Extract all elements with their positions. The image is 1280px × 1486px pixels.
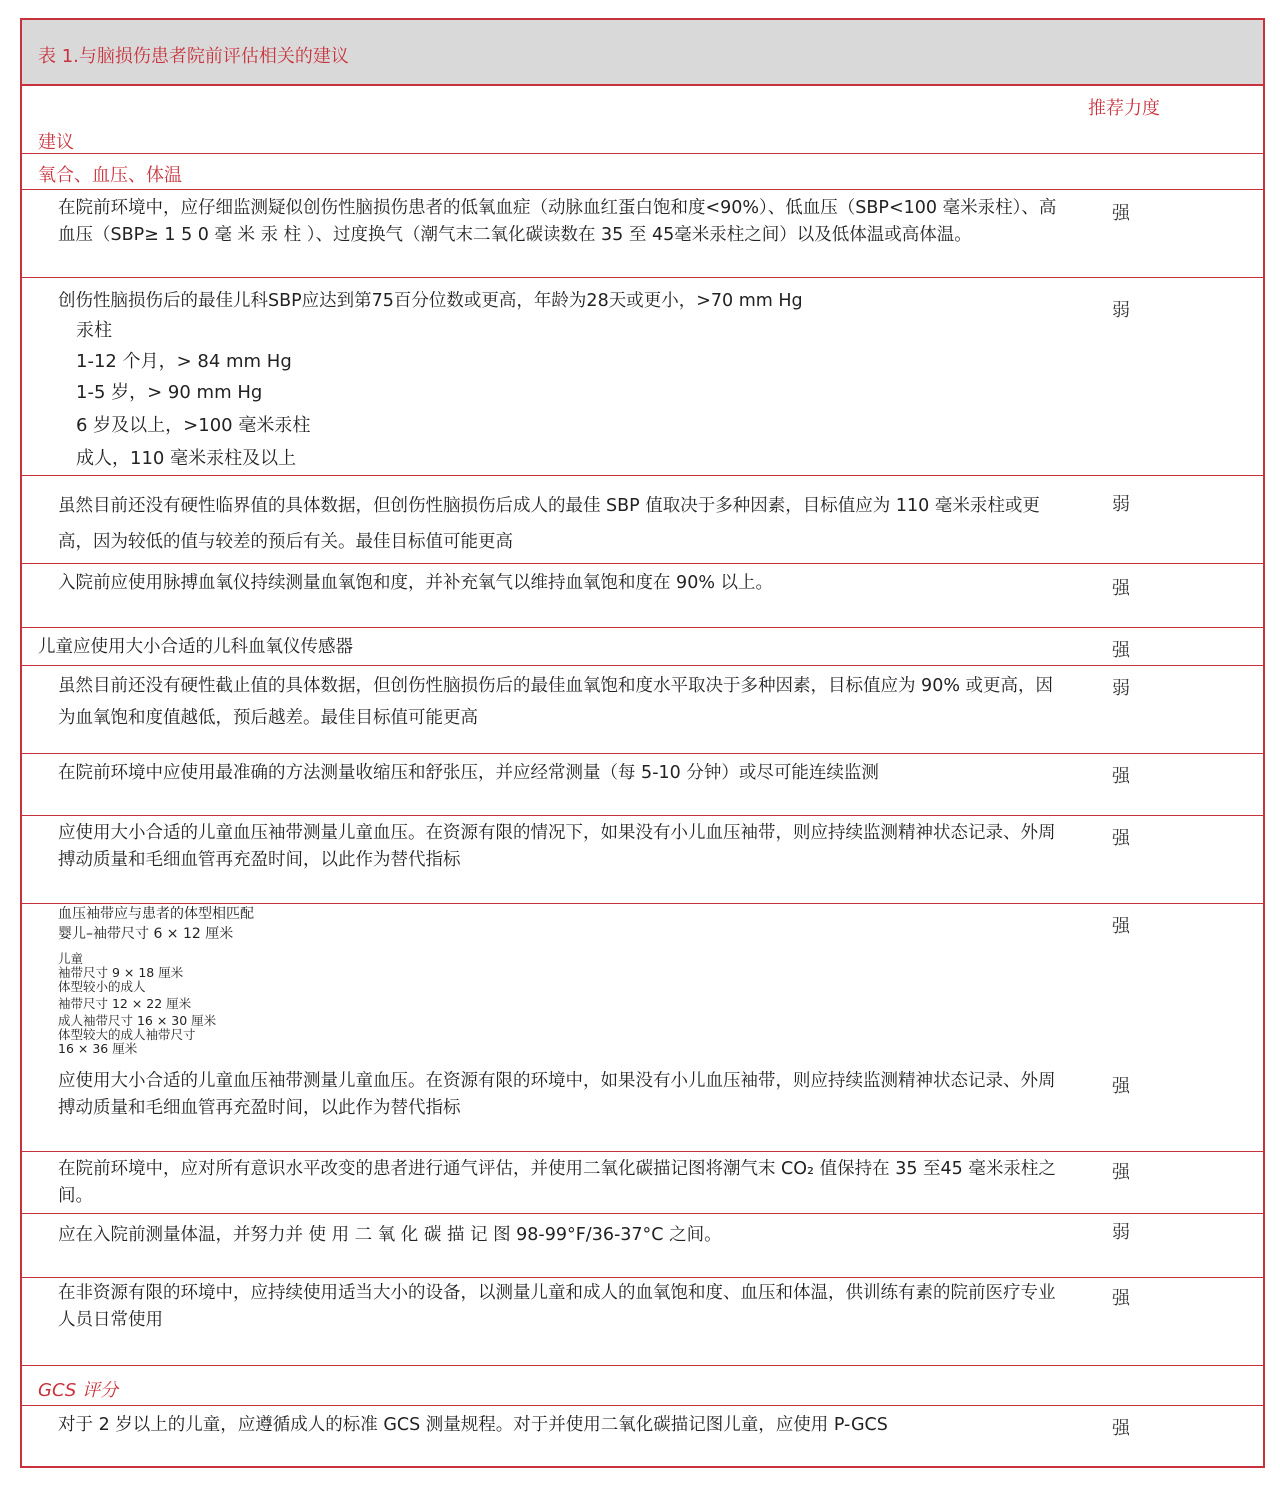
- strength-value: 强: [1112, 1076, 1130, 1097]
- recommendation-text: 儿童应使用大小合适的儿科血氧仪传感器: [38, 637, 353, 657]
- sub-line: 6 岁及以上，>100 毫米汞柱: [76, 415, 311, 436]
- cuff-line: 儿童: [58, 951, 84, 966]
- strength-value: 强: [1112, 916, 1130, 937]
- cuff-line: 16 × 36 厘米: [58, 1041, 138, 1056]
- sub-line: 1-5 岁，> 90 mm Hg: [76, 382, 263, 403]
- recommendation-text: 应使用大小合适的儿童血压袖带测量儿童血压。在资源有限的环境中，如果没有小儿血压袖带，则应持续监测精神状态记录、外周搏动质量和毛细血管再充盈时间，以此作为替代指标: [58, 1071, 1056, 1118]
- strength-value: 强: [1112, 766, 1130, 787]
- strength-value: 强: [1112, 1418, 1130, 1439]
- recommendation-text: 入院前应使用脉搏血氧仪持续测量血氧饱和度，并补充氧气以维持血氧饱和度在 90% 以上。: [58, 573, 774, 593]
- table-row: [22, 1406, 1263, 1466]
- strength-value: 弱: [1112, 1222, 1130, 1243]
- table-row: [22, 1278, 1263, 1366]
- recommendation-text: 对于 2 岁以上的儿童，应遵循成人的标准 GCS 测量规程。对于并使用二氧化碳描记图儿童，应使用 P-GCS: [58, 1415, 888, 1435]
- table-row: [22, 666, 1263, 754]
- cuff-line: 袖带尺寸 12 × 22 厘米: [58, 996, 192, 1011]
- section-heading-row: [22, 1366, 1263, 1406]
- table-row: [22, 476, 1263, 564]
- strength-value: 弱: [1112, 300, 1130, 321]
- cuff-line: 血压袖带应与患者的体型相匹配: [58, 906, 254, 922]
- table-row: [22, 564, 1263, 628]
- table-title: 表 1.与脑损伤患者院前评估相关的建议: [38, 46, 349, 67]
- section-heading-oxygen: 氧合、血压、体温: [38, 165, 182, 186]
- strength-value: 弱: [1112, 494, 1130, 515]
- recommendation-text: 在院前环境中，应仔细监测疑似创伤性脑损伤患者的低氧血症（动脉血红蛋白饱和度<90%）、低血压（SBP<100 毫米汞柱）、高血压（SBP≥ 1 5 0 毫 米 汞 柱 ）、过度换气（潮气末二氧化碳读数在 35 至 45毫米汞柱之间）以及低体温或高体温。: [58, 198, 1057, 245]
- table-row: [22, 1064, 1263, 1152]
- cuff-line: 体型较小的成人: [58, 979, 146, 994]
- sub-line: 成人，110 毫米汞柱及以上: [76, 448, 297, 469]
- strength-value: 强: [1112, 828, 1130, 849]
- cuff-line: 袖带尺寸 9 × 18 厘米: [58, 965, 184, 980]
- sub-line: 1-12 个月，> 84 mm Hg: [76, 351, 292, 372]
- sub-line: 汞柱: [76, 320, 112, 341]
- strength-value: 强: [1112, 640, 1130, 661]
- recommendation-text: 虽然目前还没有硬性临界值的具体数据，但创伤性脑损伤后成人的最佳 SBP 值取决于多种因素，目标值应为 110 毫米汞柱或更高，因为较低的值与较差的预后有关。最佳目标值可能更高: [58, 496, 1040, 552]
- recommendation-text: 创伤性脑损伤后的最佳儿科SBP应达到第75百分位数或更高，年龄为28天或更小，>70 mm Hg 汞柱 1-12 个月，> 84 mm Hg 1-5 岁，> 90 mm Hg 6 岁及以上，>100 毫米汞柱 成人，110 毫米汞柱及以上: [58, 288, 1063, 472]
- recommendation-text: 虽然目前还没有硬性截止值的具体数据，但创伤性脑损伤后的最佳血氧饱和度水平取决于多种因素，目标值应为 90% 或更高，因为血氧饱和度值越低，预后越差。最佳目标值可能更高: [58, 676, 1054, 728]
- table-row: [22, 1214, 1263, 1278]
- section-heading-row: [22, 154, 1263, 190]
- recommendations-table: [20, 18, 1265, 1468]
- strength-value: 弱: [1112, 678, 1130, 699]
- section-heading-gcs: GCS 评分: [38, 1380, 118, 1401]
- recommendation-text: 在非资源有限的环境中，应持续使用适当大小的设备，以测量儿童和成人的血氧饱和度、血压和体温，供训练有素的院前医疗专业人员日常使用: [58, 1283, 1056, 1330]
- cuff-line: 成人袖带尺寸 16 × 30 厘米: [58, 1013, 217, 1028]
- table-row: [22, 278, 1263, 476]
- strength-value: 强: [1112, 578, 1130, 599]
- recommendation-text: 应在入院前测量体温，并努力并 使 用 二 氧 化 碳 描 记 图 98-99°F/36-37°C 之间。: [58, 1225, 722, 1245]
- cuff-line: 婴儿–袖带尺寸 6 × 12 厘米: [58, 926, 234, 942]
- header-strength: 推荐力度: [1088, 98, 1160, 119]
- recommendation-text: 在院前环境中，应对所有意识水平改变的患者进行通气评估，并使用二氧化碳描记图将潮气末 CO₂ 值保持在 35 至45 毫米汞柱之间。: [58, 1159, 1056, 1206]
- table-row: [22, 1152, 1263, 1214]
- table-title-bar: [22, 20, 1263, 86]
- cuff-size-list: [58, 904, 1063, 1056]
- table-row: [22, 190, 1263, 278]
- table-row: [22, 816, 1263, 904]
- header-recommendation: 建议: [38, 132, 74, 153]
- table-row: [22, 628, 1263, 666]
- strength-value: 强: [1112, 203, 1130, 224]
- recommendation-text: 在院前环境中应使用最准确的方法测量收缩压和舒张压，并应经常测量（每 5-10 分钟）或尽可能连续监测: [58, 763, 879, 783]
- strength-value: 强: [1112, 1288, 1130, 1309]
- table-row: [22, 904, 1263, 1064]
- table-header-row: [22, 84, 1263, 154]
- table-row: [22, 754, 1263, 816]
- cuff-line: 体型较大的成人袖带尺寸: [58, 1027, 196, 1042]
- strength-value: 强: [1112, 1162, 1130, 1183]
- recommendation-text: 应使用大小合适的儿童血压袖带测量儿童血压。在资源有限的情况下，如果没有小儿血压袖带，则应持续监测精神状态记录、外周搏动质量和毛细血管再充盈时间，以此作为替代指标: [58, 823, 1056, 870]
